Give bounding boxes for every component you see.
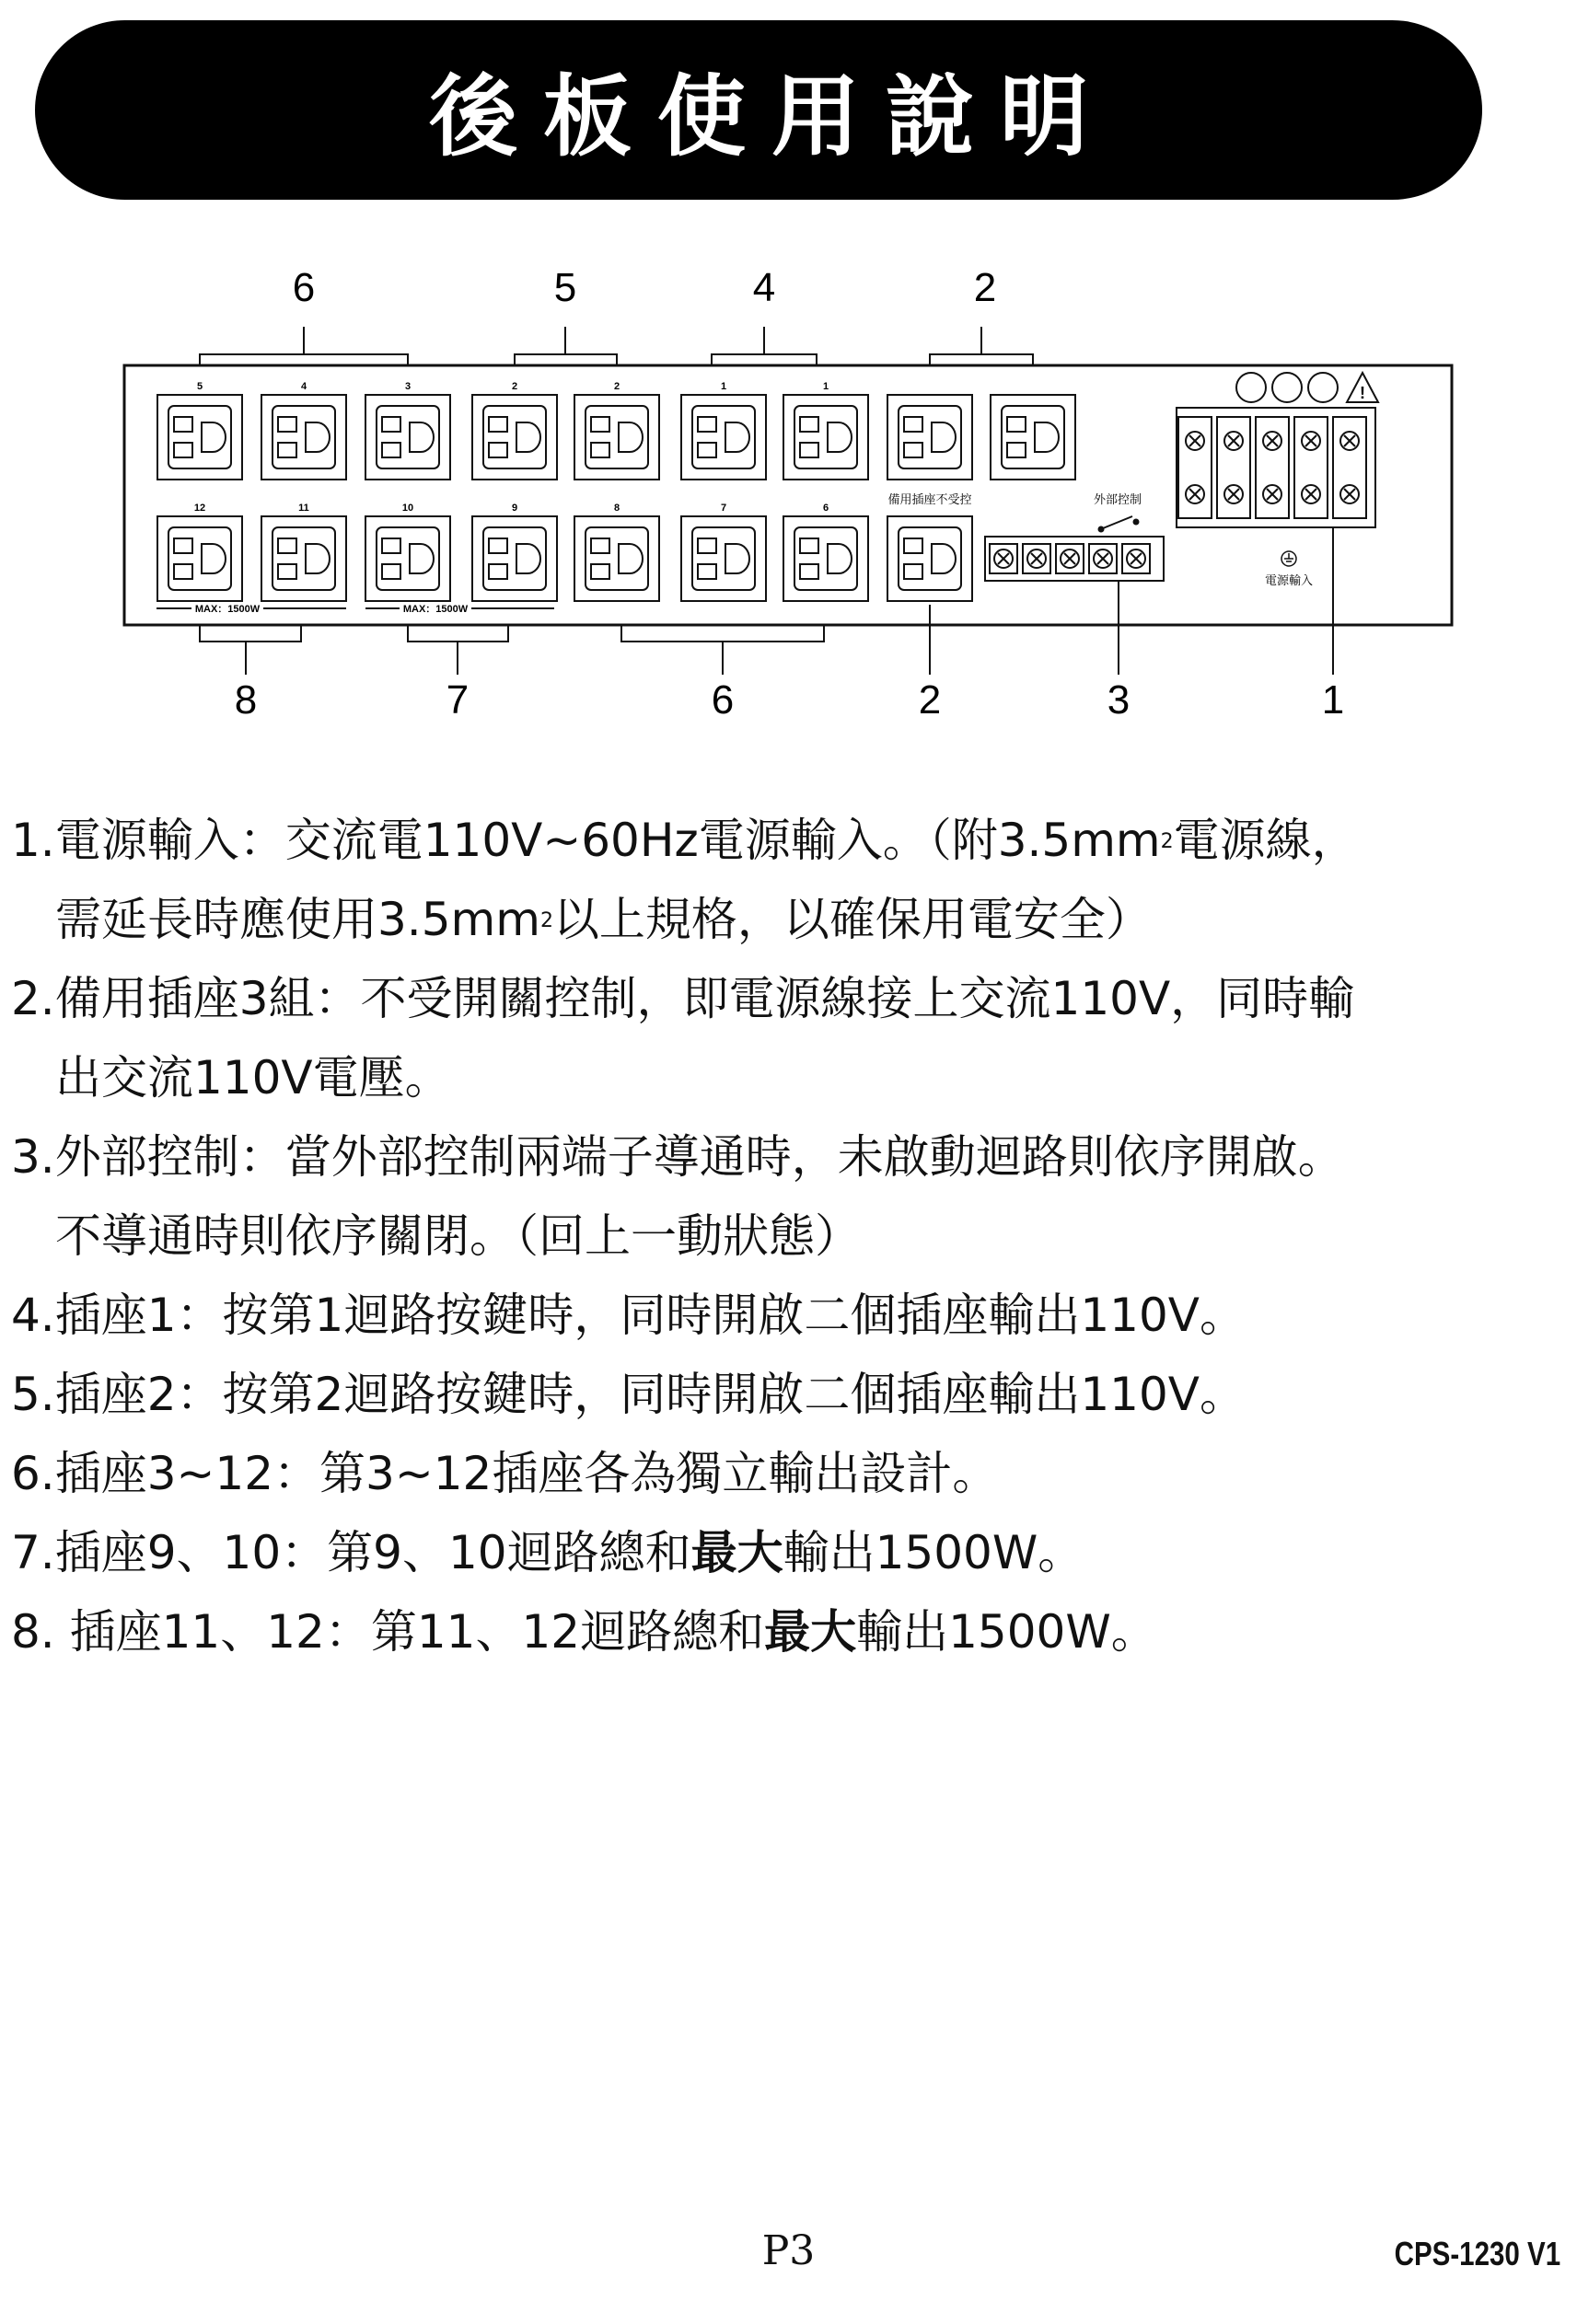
instruction-item-1: 1.電源輸入：交流電110V~60Hz電源輸入。（附$3.5mm^2$電源線， xyxy=(11,814,1358,867)
outlet-icon xyxy=(991,395,1075,480)
outlet-icon xyxy=(887,516,972,601)
callout-top-2: 2 xyxy=(973,265,997,310)
outlet-number-label: 11 xyxy=(298,503,309,514)
outlet-icon xyxy=(783,395,868,480)
outlet-number-label: 10 xyxy=(401,503,414,514)
max-label: MAX：1500W xyxy=(194,604,261,615)
outlet-icon xyxy=(783,516,868,601)
lamp-icon xyxy=(1272,373,1302,402)
rear-panel-diagram xyxy=(92,244,1485,741)
outlet-icon xyxy=(574,395,659,480)
callout-top-4: 4 xyxy=(752,265,776,310)
lamp-icon xyxy=(1236,373,1266,402)
instruction-item-5: 5.插座2：按第2迴路按鍵時，同時開啟二個插座輸出110V。 xyxy=(11,1368,1246,1421)
rear-panel-svg xyxy=(92,244,1485,741)
outlet-row-top xyxy=(157,395,1075,480)
outlet-icon xyxy=(157,395,242,480)
model-code: CPS-1230 V1 xyxy=(1394,2235,1560,2272)
lamp-icon xyxy=(1308,373,1338,402)
page-title: 後板使用說明 xyxy=(429,64,1114,168)
indicator-lamps xyxy=(1236,373,1338,402)
outlet-icon xyxy=(261,395,346,480)
outlet-icon xyxy=(574,516,659,601)
title-banner xyxy=(35,20,1482,200)
power-input-label: 電源輸入 xyxy=(1264,573,1314,587)
callout-bottom-6: 6 xyxy=(711,677,735,723)
outlet-icon xyxy=(261,516,346,601)
outlet-icon xyxy=(681,395,766,480)
outlet-number-label: 6 xyxy=(822,503,829,514)
outlet-number-label: 2 xyxy=(613,381,620,392)
instruction-item-1-cont: 需延長時應使用$3.5mm^2$以上規格，以確保用電安全） xyxy=(55,893,1152,946)
outlet-icon xyxy=(472,395,557,480)
outlet-icon xyxy=(681,516,766,601)
power-input-terminal-block xyxy=(1177,408,1375,527)
outlet-number-label: 1 xyxy=(720,381,727,392)
max-label: MAX：1500W xyxy=(402,604,469,615)
external-control-terminal-block xyxy=(985,537,1164,581)
outlet-number-label: 5 xyxy=(196,381,203,392)
outlet-number-label: 4 xyxy=(300,381,307,392)
instruction-item-2-cont: 出交流110V電壓。 xyxy=(55,1051,451,1104)
outlet-number-label: 12 xyxy=(193,503,206,514)
instruction-item-3: 3.外部控制：當外部控制兩端子導通時，未啟動迴路則依序開啟。 xyxy=(11,1130,1344,1184)
instruction-item-8: 8. 插座11、12：第11、12迴路總和最大輸出1500W。 xyxy=(11,1605,1157,1659)
callout-bottom-2: 2 xyxy=(918,677,942,723)
outlet-icon xyxy=(365,516,450,601)
instruction-list xyxy=(11,801,1539,1671)
instruction-item-7: 7.插座9、10：第9、10迴路總和最大輸出1500W。 xyxy=(11,1526,1084,1579)
callout-bottom-8: 8 xyxy=(234,677,258,723)
outlet-number-label: 2 xyxy=(511,381,518,392)
outlet-icon xyxy=(472,516,557,601)
backup-outlet-label: 備用插座不受控 xyxy=(887,492,972,506)
callout-top-5: 5 xyxy=(553,265,577,310)
callout-bottom-7: 7 xyxy=(446,677,470,723)
instruction-item-2: 2.備用插座3組：不受開關控制，即電源線接上交流110V，同時輸 xyxy=(11,972,1355,1025)
instruction-item-6: 6.插座3~12：第3~12插座各為獨立輸出設計。 xyxy=(11,1447,999,1500)
outlet-icon xyxy=(157,516,242,601)
outlet-number-label: 8 xyxy=(613,503,620,514)
outlet-icon xyxy=(887,395,972,480)
outlet-number-label: 7 xyxy=(720,503,727,514)
instruction-item-3-cont: 不導通時則依序關閉。（回上一動狀態） xyxy=(55,1209,861,1263)
outlet-number-label: 1 xyxy=(822,381,829,392)
callout-top-6: 6 xyxy=(292,265,316,310)
callout-bottom-1: 1 xyxy=(1321,677,1345,723)
page-number: P3 xyxy=(761,2227,816,2274)
instruction-item-4: 4.插座1：按第1迴路按鍵時，同時開啟二個插座輸出110V。 xyxy=(11,1289,1246,1342)
external-control-label: 外部控制 xyxy=(1093,492,1142,506)
svg-text:!: ! xyxy=(1360,384,1365,402)
outlet-icon xyxy=(365,395,450,480)
callout-bottom-3: 3 xyxy=(1107,677,1131,723)
outlet-number-label: 3 xyxy=(404,381,412,392)
outlet-number-label: 9 xyxy=(511,503,518,514)
